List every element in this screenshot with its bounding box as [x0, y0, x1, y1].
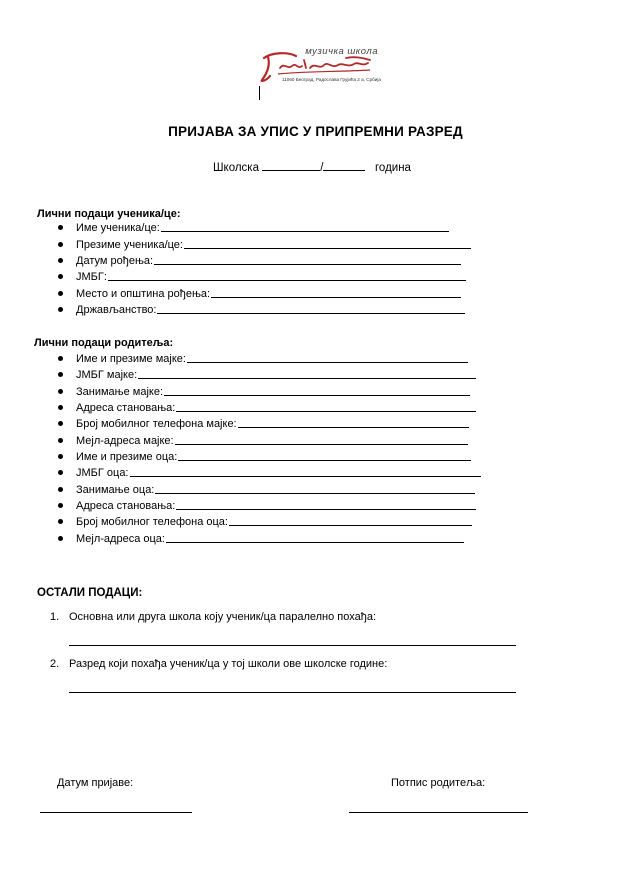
parent-field-father-name: [58, 451, 471, 463]
parent-field-mother-occupation: [58, 386, 470, 398]
jmbg-blank[interactable]: [108, 279, 466, 281]
father-jmbg-blank[interactable]: [130, 475, 481, 477]
father-phone-blank[interactable]: [229, 524, 472, 526]
school-logo: [258, 46, 381, 102]
mother-occupation-blank[interactable]: [164, 394, 470, 396]
bullet-icon: [58, 274, 63, 279]
parent-field-father-address: [58, 500, 476, 512]
logo-top-text: музичка школа: [305, 46, 378, 57]
bullet-icon: [58, 291, 63, 296]
year-separator: /: [320, 162, 324, 174]
student-field-last-name: [58, 239, 471, 251]
text-cursor: [259, 86, 260, 100]
father-name-blank[interactable]: [178, 459, 471, 461]
question-number: 2.: [50, 658, 60, 670]
question-grade: [50, 658, 387, 670]
bullet-icon: [58, 405, 63, 410]
bullet-icon: [58, 454, 63, 459]
father-address-blank[interactable]: [176, 508, 476, 510]
mother-name-blank[interactable]: [187, 361, 468, 363]
citizenship-blank[interactable]: [157, 312, 465, 314]
parent-field-mother-email: [58, 435, 468, 447]
bullet-icon: [58, 258, 63, 263]
parent-section-heading: Лични подаци родитеља:: [34, 337, 174, 349]
logo-address: 11060 Београд, Радослава Грујића 2 а, Србија: [282, 77, 381, 82]
parent-field-father-phone: [58, 516, 472, 528]
birthplace-blank[interactable]: [211, 296, 461, 298]
last-name-blank[interactable]: [184, 247, 471, 249]
parent-field-mother-name: [58, 353, 468, 365]
field-label: Број мобилног телефона оца:: [76, 516, 228, 528]
parent-field-father-occupation: [58, 484, 475, 496]
mother-phone-blank[interactable]: [238, 426, 469, 428]
date-blank-line[interactable]: [40, 812, 192, 813]
field-label: ЈМБГ:: [76, 271, 107, 283]
parent-field-mother-jmbg: [58, 369, 476, 381]
student-field-birth-date: [58, 255, 461, 267]
field-label: Име и презиме оца:: [76, 451, 178, 463]
other-section-heading: ОСТАЛИ ПОДАЦИ:: [37, 587, 143, 599]
bullet-icon: [58, 389, 63, 394]
student-field-citizenship: [58, 304, 465, 316]
bullet-icon: [58, 470, 63, 475]
bullet-icon: [58, 356, 63, 361]
first-name-blank[interactable]: [161, 230, 449, 232]
field-label: ЈМБГ мајке:: [76, 369, 138, 381]
field-label: Место и општина рођења:: [76, 288, 211, 300]
grade-answer-line[interactable]: [69, 692, 516, 693]
field-label: Име ученика/це:: [76, 222, 160, 234]
field-label: Адреса становања:: [76, 500, 176, 512]
bullet-icon: [58, 421, 63, 426]
field-label: Презиме ученика/це:: [76, 239, 183, 251]
father-email-blank[interactable]: [166, 541, 464, 543]
parent-field-father-email: [58, 533, 464, 545]
form-title: ПРИЈАВА ЗА УПИС У ПРИПРЕМНИ РАЗРЕД: [168, 124, 463, 139]
bullet-icon: [58, 536, 63, 541]
school-year-suffix: година: [374, 162, 411, 174]
question-school: [50, 611, 376, 623]
field-label: Број мобилног телефона мајке:: [76, 418, 237, 430]
parent-field-mother-phone: [58, 418, 469, 430]
field-label: Адреса становања:: [76, 402, 176, 414]
bullet-icon: [58, 487, 63, 492]
student-section-heading: Лични подаци ученика/це:: [37, 208, 181, 220]
year-start-blank[interactable]: [262, 160, 320, 171]
question-number: 1.: [50, 611, 60, 623]
birth-date-blank[interactable]: [154, 263, 461, 265]
bullet-icon: [58, 225, 63, 230]
field-label: Занимање мајке:: [76, 386, 164, 398]
signature-label: Потпис родитеља:: [391, 777, 486, 789]
school-year-line: [213, 160, 411, 174]
bullet-icon: [58, 242, 63, 247]
field-label: Име и презиме мајке:: [76, 353, 186, 365]
field-label: Занимање оца:: [76, 484, 155, 496]
school-year-prefix: Школска: [213, 162, 259, 174]
signature-blank-line[interactable]: [349, 812, 528, 813]
student-field-jmbg: [58, 271, 466, 283]
bullet-icon: [58, 307, 63, 312]
bullet-icon: [58, 503, 63, 508]
question-text: Разред који похађа ученик/ца у тој школи ове школске године:: [69, 658, 388, 670]
mother-address-blank[interactable]: [176, 410, 476, 412]
date-label: Датум пријаве:: [57, 777, 134, 789]
question-text: Основна или друга школа коју ученик/ца паралелно похађа:: [69, 611, 377, 623]
parent-field-mother-address: [58, 402, 476, 414]
year-end-blank[interactable]: [323, 160, 365, 171]
mother-jmbg-blank[interactable]: [138, 377, 476, 379]
father-occupation-blank[interactable]: [155, 492, 475, 494]
student-field-birthplace: [58, 288, 461, 300]
field-label: Мејл-адреса оца:: [76, 533, 165, 545]
parent-field-father-jmbg: [58, 467, 481, 479]
bullet-icon: [58, 372, 63, 377]
field-label: Датум рођења:: [76, 255, 154, 267]
field-label: Мејл-адреса мајке:: [76, 435, 174, 447]
field-label: ЈМБГ оца:: [76, 467, 129, 479]
student-field-first-name: [58, 222, 449, 234]
field-label: Држављанство:: [76, 304, 157, 316]
school-answer-line[interactable]: [69, 645, 516, 646]
mother-email-blank[interactable]: [175, 443, 468, 445]
bullet-icon: [58, 519, 63, 524]
bullet-icon: [58, 438, 63, 443]
